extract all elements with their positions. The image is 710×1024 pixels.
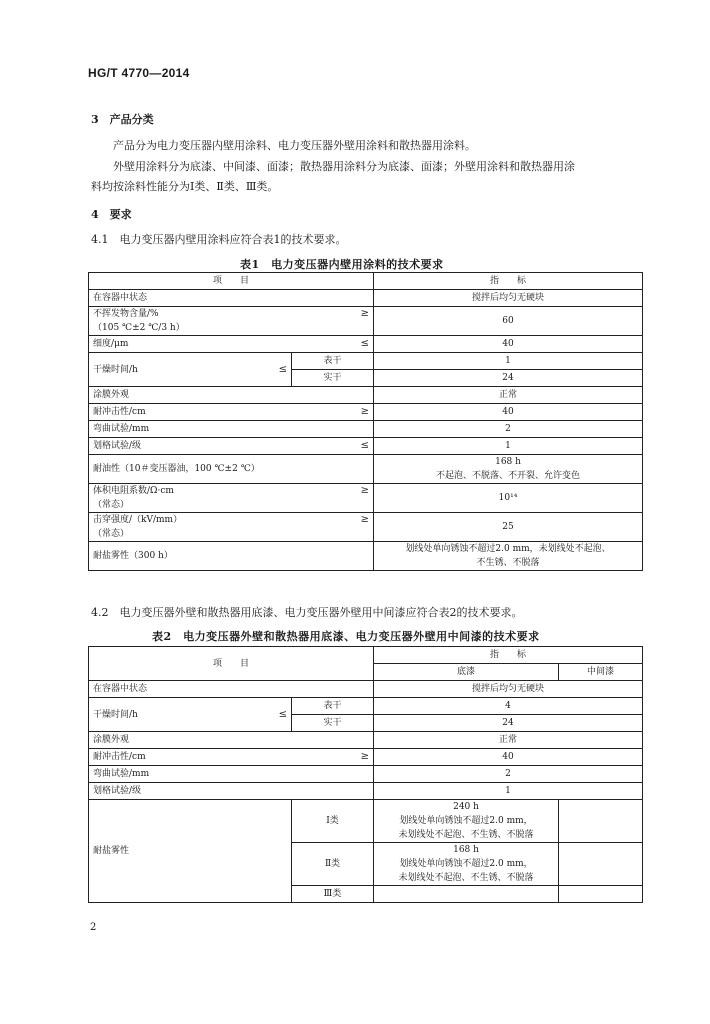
row-label: 耐盐雾性（300 h） [89, 542, 374, 571]
row-value-line: 不起泡、不脱落、不开裂、允许变色 [436, 471, 581, 481]
row-label [89, 336, 374, 353]
sub-label: 表干 [292, 698, 374, 715]
row-label-line: 不挥发物含量/% [93, 309, 159, 319]
row-label-line: （常态） [93, 529, 130, 539]
le-symbol: ≤ [278, 708, 287, 720]
table-1-caption: 表1 电力变压器内壁用涂料的技术要求 [240, 258, 444, 271]
row-value-line: 划线处单向锈蚀不超过2.0 mm， [399, 859, 533, 869]
le-symbol: ≤ [278, 363, 287, 375]
page-number: 2 [90, 922, 97, 933]
row-value: 1 [374, 353, 643, 370]
sub-label: Ⅱ类 [292, 843, 374, 886]
row-label-line: （常态） [93, 500, 130, 510]
row-value: 40 [374, 404, 643, 421]
row-value: 搅拌后均匀无硬块 [374, 290, 643, 307]
row-label: 弯曲试验/mm [89, 766, 374, 783]
section-3-paragraph-1: 产品分为电力变压器内壁用涂料、电力变压器外壁用涂料和散热器用涂料。 [113, 139, 476, 152]
row-value: 24 [374, 715, 643, 732]
table-row [89, 421, 643, 438]
row-label: 弯曲试验/mm [89, 421, 374, 438]
section-3-heading: 3 产品分类 [91, 113, 154, 126]
row-value [374, 843, 559, 886]
sub-label: 实干 [292, 715, 374, 732]
le-symbol: ≤ [360, 440, 370, 451]
row-value-line: 划线处单向锈蚀不超过2.0 mm，未划线处不起泡、 [405, 544, 611, 554]
row-label-text: 干燥时间/h [93, 364, 138, 375]
table-row [89, 732, 643, 749]
standard-code: HG/T 4770—2014 [88, 66, 190, 80]
row-label: 涂膜外观 [89, 732, 374, 749]
table-row [89, 290, 643, 307]
table-row [89, 542, 643, 571]
row-label: 划格试验/级 [89, 783, 374, 800]
row-label-text: 划格试验/级 [93, 441, 142, 451]
table-row [89, 800, 643, 843]
sub-label: 表干 [292, 353, 374, 370]
clause-4-2: 4.2 电力变压器外壁和散热器用底漆、电力变压器外壁用中间漆应符合表2的技术要求。 [91, 606, 523, 619]
table-row [89, 387, 643, 404]
row-value-line: 不生锈、不脱落 [476, 558, 540, 568]
row-value [374, 542, 643, 571]
row-value: 40 [374, 336, 643, 353]
table-header-item: 项 目 [89, 647, 374, 681]
row-label-line: （105 ℃±2 ℃/3 h） [93, 323, 185, 333]
row-value-line: 未划线处不起泡、不生锈、不脱落 [398, 830, 534, 840]
ge-symbol: ≥ [360, 406, 370, 417]
section-4-heading: 4 要求 [91, 208, 132, 221]
ge-symbol: ≥ [360, 308, 370, 319]
table-row [89, 783, 643, 800]
row-label: 在容器中状态 [89, 290, 374, 307]
row-label [89, 513, 374, 542]
row-value: 正常 [374, 387, 643, 404]
table-row [89, 353, 643, 370]
table-row [89, 749, 643, 766]
row-label-text: 体积电阻系数/Ω·cm [93, 486, 174, 496]
row-value: 60 [374, 307, 643, 336]
section-3-paragraph-2-cont: 料均按涂料性能分为Ⅰ类、Ⅱ类、Ⅲ类。 [91, 180, 279, 193]
table-row [89, 404, 643, 421]
table-row [89, 513, 643, 542]
table-1 [88, 272, 643, 571]
table-row [89, 336, 643, 353]
empty-cell [559, 886, 643, 903]
row-value-line: 划线处单向锈蚀不超过2.0 mm， [399, 816, 533, 826]
sub-label: 实干 [292, 370, 374, 387]
table-row [89, 307, 643, 336]
row-value: 2 [374, 766, 643, 783]
row-label-text: 耐冲击性/cm [93, 407, 146, 417]
empty-cell [374, 886, 559, 903]
row-value [374, 455, 643, 484]
row-label [89, 438, 374, 455]
row-label [89, 484, 374, 513]
empty-cell [559, 843, 643, 886]
ge-symbol: ≥ [360, 751, 370, 762]
row-value: 正常 [374, 732, 643, 749]
row-value-line: 240 h [453, 802, 479, 812]
table-header-item: 项 目 [89, 273, 374, 290]
row-value-line: 168 h [495, 457, 521, 467]
row-label [89, 404, 374, 421]
row-label: 耐盐雾性 [89, 800, 292, 903]
table-header-primer: 底漆 [374, 664, 559, 681]
table-header-index: 指 标 [374, 647, 643, 664]
row-value: 10¹⁴ [374, 484, 643, 513]
row-value: 1 [374, 783, 643, 800]
le-symbol: ≤ [360, 338, 370, 349]
table-header-index: 指 标 [374, 273, 643, 290]
ge-symbol: ≥ [360, 485, 370, 496]
row-value: 40 [374, 749, 643, 766]
table-row [89, 438, 643, 455]
row-label-text: 细度/μm [93, 339, 129, 349]
sub-label: Ⅰ类 [292, 800, 374, 843]
row-label [89, 353, 292, 387]
row-label [89, 698, 292, 732]
empty-cell [559, 800, 643, 843]
table-2 [88, 646, 643, 903]
row-value: 25 [374, 513, 643, 542]
table-row [89, 455, 643, 484]
row-value: 1 [374, 438, 643, 455]
row-label: 涂膜外观 [89, 387, 374, 404]
row-value-line: 168 h [453, 845, 479, 855]
row-value: 24 [374, 370, 643, 387]
section-3-paragraph-2: 外壁用涂料分为底漆、中间漆、面漆；散热器用涂料分为底漆、面漆；外壁用涂料和散热器用涂 [113, 160, 575, 173]
row-label-text: 耐冲击性/cm [93, 752, 146, 762]
row-value: 搅拌后均匀无硬块 [374, 681, 643, 698]
ge-symbol: ≥ [360, 514, 370, 525]
row-label-text: 击穿强度/（kV/mm） [93, 515, 183, 525]
row-label: 在容器中状态 [89, 681, 374, 698]
table-header-intermediate: 中间漆 [559, 664, 643, 681]
row-label [89, 307, 374, 336]
table-row [89, 647, 643, 664]
row-label-text: 干燥时间/h [93, 709, 138, 720]
table-row [89, 766, 643, 783]
table-row [89, 484, 643, 513]
table-row [89, 681, 643, 698]
row-value: 2 [374, 421, 643, 438]
row-label: 耐油性（10＃变压器油，100 ℃±2 ℃） [89, 455, 374, 484]
row-value: 4 [374, 698, 643, 715]
table-2-caption: 表2 电力变压器外壁和散热器用底漆、电力变压器外壁用中间漆的技术要求 [152, 630, 540, 643]
table-row [89, 273, 643, 290]
table-row [89, 698, 643, 715]
sub-label: Ⅲ类 [292, 886, 374, 903]
row-label [89, 749, 374, 766]
row-value-line: 未划线处不起泡、不生锈、不脱落 [398, 873, 534, 883]
row-value [374, 800, 559, 843]
clause-4-1: 4.1 电力变压器内壁用涂料应符合表1的技术要求。 [91, 233, 347, 246]
